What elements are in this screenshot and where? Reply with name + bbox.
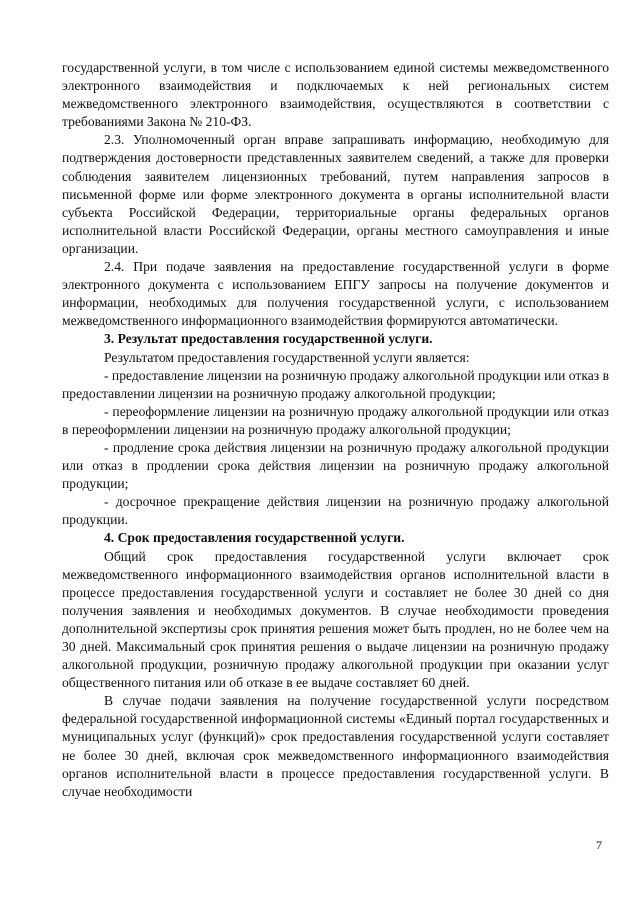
page-number: 7 — [596, 838, 602, 852]
list-item-extend: - продление срока действия лицензии на розничную продажу алкогольной продукции или отказ в продлении срока действия лицензии на розничную продажу алкогольной продукции; — [62, 439, 609, 492]
paragraph-2-4: 2.4. При подаче заявления на предоставление государственной услуги в форме электронного документа с использованием ЕПГУ запросы на получение документов и информации, необходимых для получения государственной услуги, с использованием межведомственного информационного взаимодействия формируются автоматически. — [62, 259, 609, 329]
paragraph-result-intro: Результатом предоставления государственной услуги является: — [104, 349, 470, 365]
paragraph-2-3: 2.3. Уполномоченный орган вправе запрашивать информацию, необходимую для подтверждения достоверности представленных заявителем сведений, а также для проверки соблюдения заявителем лицензионных требований, путем направления запросов в письменной форме или форме электронного документа в органы исполнительной власти субъекта Российской Федерации, территориальные органы федеральных органов исполнительной власти Российской Федерации, органы местного самоуправления и иные организации. — [62, 132, 609, 256]
list-item-terminate: - досрочное прекращение действия лицензии на розничную продажу алкогольной продукции. — [62, 494, 609, 528]
list-item-grant: - предоставление лицензии на розничную продажу алкогольной продукции или отказ в предоставлении лицензии на розничную продажу алкогольной продукции; — [62, 367, 609, 401]
document-body — [62, 59, 609, 801]
list-item-reissue: - переоформление лицензии на розничную продажу алкогольной продукции или отказ в переоформлении лицензии на розничную продажу алкогольной продукции; — [62, 403, 609, 437]
section-heading-4: 4. Срок предоставления государственной услуги. — [104, 530, 405, 546]
paragraph-general-term: Общий срок предоставления государственной услуги включает срок межведомственного информационного взаимодействия органов исполнительной власти в процессе предоставления государственной услуги и составляет не более 30 дней со дня получения заявления и необходимых документов. В случае необходимости проведения дополнительной экспертизы срок принятия решения может быть продлен, но не более чем на 30 дней. Максимальный срок принятия решения о выдаче лицензии на розничную продажу алкогольной продукции, розничную продажу алкогольной продукции при оказании услуг общественного питания или об отказе в ее выдаче составляет 60 дней. — [62, 548, 609, 691]
section-heading-3: 3. Результат предоставления государственной услуги. — [104, 331, 433, 347]
paragraph-epgu-term: В случае подачи заявления на получение государственной услуги посредством федеральной государственной информационной системы «Единый портал государственных и муниципальных услуг (функций)» срок предоставления государственной услуги составляет не более 30 дней, включая срок межведомственного информационного взаимодействия органов исполнительной власти в процессе предоставления государственной услуги. В случае необходимости — [62, 693, 609, 799]
paragraph-continuation: государственной услуги, в том числе с использованием единой системы межведомственного электронного взаимодействия и подключаемых к ней региональных систем межведомственного электронного взаимодействия, осуществляются в соответствии с требованиями Закона № 210-ФЗ. — [62, 60, 609, 130]
